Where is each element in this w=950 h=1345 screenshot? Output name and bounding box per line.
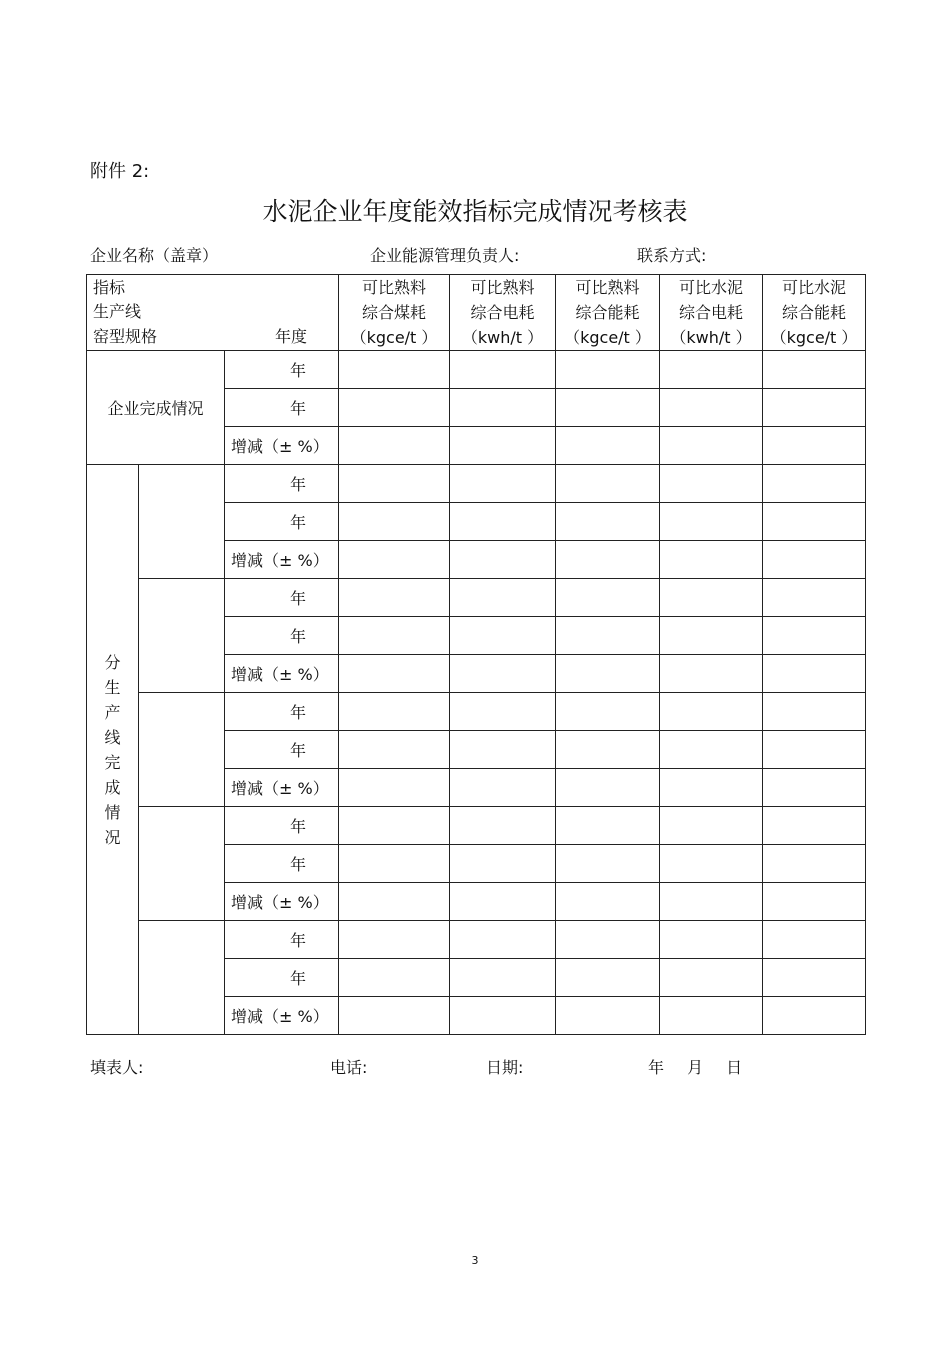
enterprise-section-label: 企业完成情况	[87, 351, 225, 465]
page-title: 水泥企业年度能效指标完成情况考核表	[262, 197, 688, 226]
corner-year-label: 年度	[275, 327, 308, 346]
data-input-cell	[450, 351, 556, 389]
data-input-cell	[339, 655, 450, 693]
data-input-cell	[556, 655, 660, 693]
column-header-unit: （kgce/t ）	[350, 328, 438, 347]
production-line-name-cell	[139, 465, 225, 579]
line-section-label-char: 情	[104, 802, 121, 822]
line-section-label-char: 线	[104, 727, 121, 747]
data-input-cell	[660, 465, 763, 503]
data-input-cell	[339, 769, 450, 807]
data-input-cell	[763, 807, 866, 845]
year-label-cell: 年	[225, 807, 339, 845]
data-input-cell	[660, 997, 763, 1035]
data-input-cell	[339, 845, 450, 883]
phone-label: 电话:	[330, 1058, 368, 1077]
data-input-cell	[660, 693, 763, 731]
data-input-cell	[660, 541, 763, 579]
data-input-cell	[763, 655, 866, 693]
year-label-cell: 年	[225, 921, 339, 959]
table-row	[87, 693, 866, 731]
data-input-cell	[660, 389, 763, 427]
data-input-cell	[763, 769, 866, 807]
corner-indicator-label: 指标	[93, 278, 126, 297]
column-header-line1: 可比水泥	[679, 278, 744, 297]
change-label-cell: 增减（± %）	[225, 655, 339, 693]
data-input-cell	[450, 997, 556, 1035]
data-input-cell	[339, 541, 450, 579]
change-label-cell: 增减（± %）	[225, 427, 339, 465]
date-ymd-label: 年 月 日	[648, 1058, 743, 1077]
year-label-cell: 年	[225, 579, 339, 617]
data-input-cell	[556, 997, 660, 1035]
column-header-unit: （kwh/t ）	[670, 328, 752, 347]
data-input-cell	[556, 389, 660, 427]
data-input-cell	[763, 731, 866, 769]
data-input-cell	[450, 503, 556, 541]
data-input-cell	[660, 617, 763, 655]
data-input-cell	[660, 579, 763, 617]
data-input-cell	[660, 921, 763, 959]
line-section-label-char: 产	[104, 702, 121, 722]
contact-label: 联系方式:	[637, 246, 707, 265]
data-input-cell	[660, 883, 763, 921]
change-label-cell: 增减（± %）	[225, 883, 339, 921]
data-input-cell	[763, 503, 866, 541]
data-input-cell	[763, 465, 866, 503]
data-input-cell	[556, 617, 660, 655]
data-input-cell	[763, 921, 866, 959]
data-input-cell	[450, 579, 556, 617]
column-header-line1: 可比水泥	[782, 278, 847, 297]
data-input-cell	[450, 769, 556, 807]
data-input-cell	[339, 617, 450, 655]
page-number: 3	[471, 1254, 479, 1267]
data-input-cell	[339, 351, 450, 389]
data-input-cell	[450, 959, 556, 997]
data-input-cell	[763, 997, 866, 1035]
year-label-cell: 年	[225, 845, 339, 883]
data-input-cell	[339, 807, 450, 845]
production-line-name-cell	[139, 693, 225, 807]
year-label-cell: 年	[225, 351, 339, 389]
line-section-label	[87, 465, 139, 1035]
data-input-cell	[660, 351, 763, 389]
corner-header-cell	[87, 275, 339, 351]
corner-line-label: 生产线	[93, 302, 142, 321]
data-input-cell	[450, 389, 556, 427]
data-input-cell	[450, 465, 556, 503]
data-input-cell	[660, 807, 763, 845]
change-label-cell: 增减（± %）	[225, 769, 339, 807]
table-row	[87, 351, 866, 389]
column-header-unit: （kgce/t ）	[770, 328, 858, 347]
column-header-line2: 综合电耗	[679, 303, 744, 322]
year-label-cell: 年	[225, 693, 339, 731]
data-input-cell	[339, 997, 450, 1035]
data-input-cell	[450, 427, 556, 465]
column-header	[660, 275, 763, 351]
data-input-cell	[450, 731, 556, 769]
table-row	[87, 807, 866, 845]
column-header-line1: 可比熟料	[362, 278, 427, 297]
year-label-cell: 年	[225, 617, 339, 655]
data-input-cell	[450, 541, 556, 579]
data-input-cell	[450, 845, 556, 883]
data-input-cell	[556, 427, 660, 465]
filler-label: 填表人:	[90, 1058, 144, 1077]
data-input-cell	[763, 693, 866, 731]
data-input-cell	[763, 541, 866, 579]
data-input-cell	[763, 617, 866, 655]
production-line-name-cell	[139, 921, 225, 1035]
data-input-cell	[556, 351, 660, 389]
table-row	[87, 465, 866, 503]
production-line-name-cell	[139, 579, 225, 693]
line-section-label-char: 况	[104, 827, 121, 847]
column-header-unit: （kwh/t ）	[461, 328, 544, 347]
data-input-cell	[763, 883, 866, 921]
year-label-cell: 年	[225, 731, 339, 769]
assessment-table	[86, 274, 866, 1035]
data-input-cell	[556, 921, 660, 959]
data-input-cell	[556, 579, 660, 617]
data-input-cell	[339, 427, 450, 465]
line-section-label-char: 成	[104, 777, 121, 797]
column-header-unit: （kgce/t ）	[564, 328, 651, 347]
year-label-cell: 年	[225, 389, 339, 427]
data-input-cell	[763, 959, 866, 997]
data-input-cell	[660, 731, 763, 769]
data-input-cell	[556, 465, 660, 503]
data-input-cell	[763, 427, 866, 465]
data-input-cell	[556, 883, 660, 921]
data-input-cell	[450, 655, 556, 693]
column-header-line2: 综合能耗	[782, 303, 847, 322]
energy-manager-label: 企业能源管理负责人:	[370, 246, 520, 265]
column-header-line2: 综合能耗	[575, 303, 640, 322]
table-row	[87, 921, 866, 959]
column-header	[339, 275, 450, 351]
data-input-cell	[339, 389, 450, 427]
data-input-cell	[450, 921, 556, 959]
data-input-cell	[660, 655, 763, 693]
data-input-cell	[660, 427, 763, 465]
data-input-cell	[556, 845, 660, 883]
year-label-cell: 年	[225, 503, 339, 541]
column-header-line2: 综合煤耗	[362, 303, 427, 322]
data-input-cell	[339, 465, 450, 503]
data-input-cell	[450, 693, 556, 731]
year-label-cell: 年	[225, 465, 339, 503]
date-label: 日期:	[486, 1058, 524, 1077]
data-input-cell	[660, 845, 763, 883]
data-input-cell	[556, 959, 660, 997]
column-header-line1: 可比熟料	[470, 278, 535, 297]
data-input-cell	[556, 503, 660, 541]
data-input-cell	[339, 731, 450, 769]
change-label-cell: 增减（± %）	[225, 997, 339, 1035]
year-label-cell: 年	[225, 959, 339, 997]
data-input-cell	[339, 921, 450, 959]
data-input-cell	[450, 807, 556, 845]
data-input-cell	[556, 693, 660, 731]
attachment-label: 附件 2:	[90, 161, 150, 182]
data-input-cell	[339, 959, 450, 997]
column-header-line2: 综合电耗	[470, 303, 535, 322]
line-section-label-char: 完	[104, 752, 121, 772]
data-input-cell	[556, 769, 660, 807]
data-input-cell	[556, 731, 660, 769]
data-input-cell	[339, 693, 450, 731]
enterprise-name-label: 企业名称（盖章）	[90, 246, 219, 265]
data-input-cell	[763, 579, 866, 617]
line-section-label-char: 生	[104, 677, 121, 697]
data-input-cell	[339, 883, 450, 921]
production-line-name-cell	[139, 807, 225, 921]
data-input-cell	[339, 579, 450, 617]
column-header	[556, 275, 660, 351]
column-header	[763, 275, 866, 351]
data-input-cell	[339, 503, 450, 541]
column-header-line1: 可比熟料	[575, 278, 640, 297]
data-input-cell	[556, 541, 660, 579]
data-input-cell	[450, 883, 556, 921]
data-input-cell	[660, 769, 763, 807]
data-input-cell	[660, 503, 763, 541]
change-label-cell: 增减（± %）	[225, 541, 339, 579]
data-input-cell	[660, 959, 763, 997]
data-input-cell	[763, 845, 866, 883]
column-header	[450, 275, 556, 351]
data-input-cell	[763, 351, 866, 389]
data-input-cell	[556, 807, 660, 845]
table-row	[87, 579, 866, 617]
data-input-cell	[763, 389, 866, 427]
line-section-label-char: 分	[104, 652, 121, 672]
data-input-cell	[450, 617, 556, 655]
corner-kiln-label: 窑型规格	[93, 327, 158, 346]
